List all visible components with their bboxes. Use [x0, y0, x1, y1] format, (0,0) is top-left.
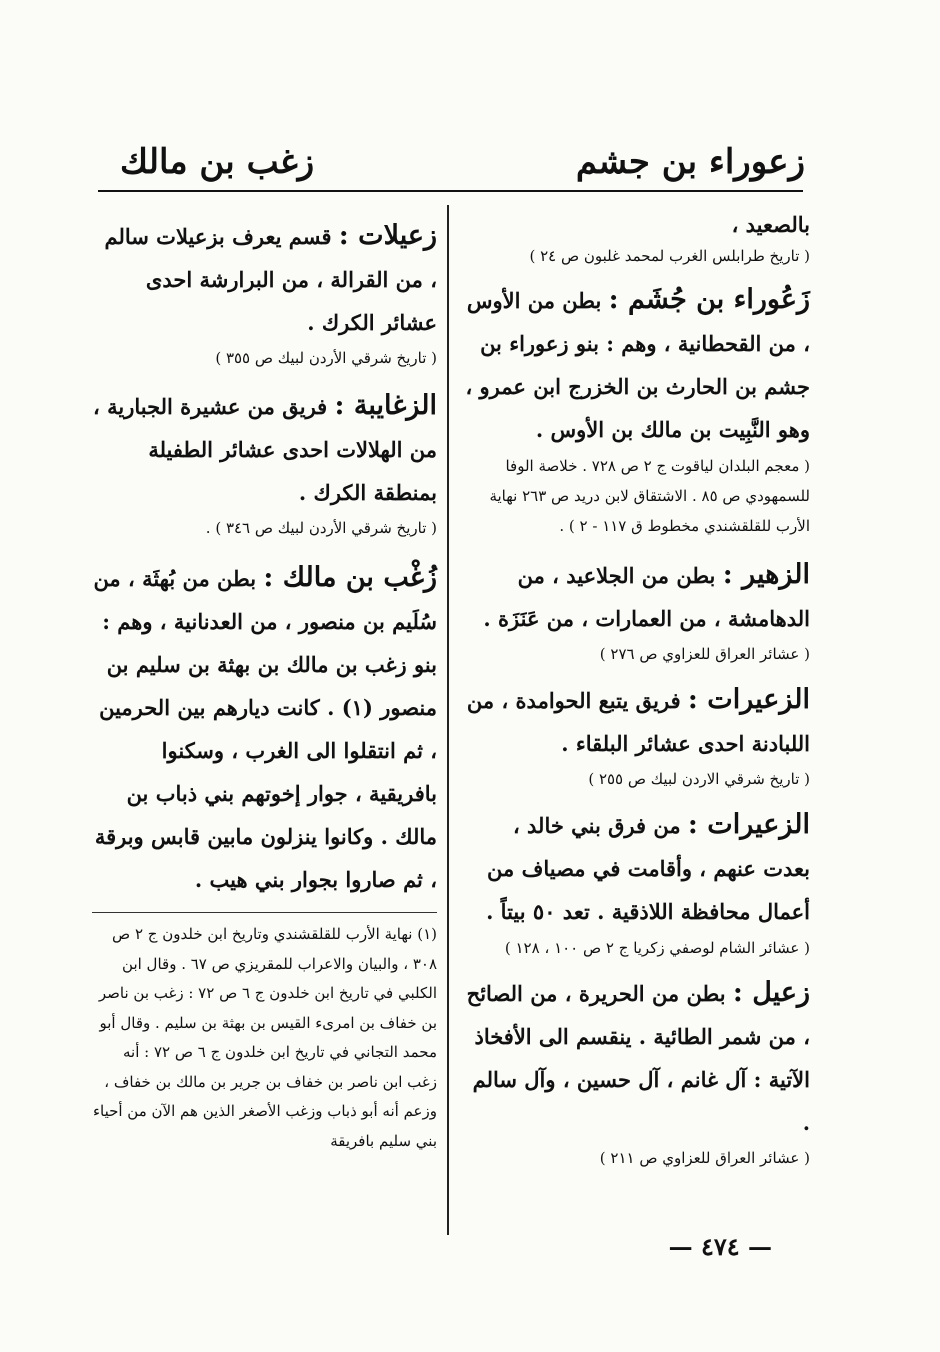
- entry-text: بطن من الحريرة ، من الصائح ، من شمر الطائية . ينقسم الى الأفخاذ الآتية : آل غانم ، آل حسين ، وآل سالم .: [466, 981, 810, 1135]
- entry-text: بطن من الأوس ، من القحطانية ، وهم : بنو زعوراء بن جشم بن الحارث بن الخزرج ابن عمرو ، وهو النَّبِيت بن مالك بن الأوس .: [465, 288, 810, 442]
- entry-text: فريق من عشيرة الجبارية ، من الهلالات احدى عشائر الطفيلة بمنطقة الكرك .: [93, 394, 437, 505]
- entry-reference: ( عشائر العراق للعزاوي ص ٢٧٦ ): [599, 645, 810, 663]
- entry-headword: الزعيرات :: [687, 684, 810, 715]
- entry-text: بالصعيد ،: [731, 212, 810, 237]
- header-rule: [98, 190, 803, 192]
- column-divider: [447, 205, 449, 1235]
- entry-headword: الزهير :: [722, 559, 810, 590]
- entry-text: من فرق بني خالد ، بعدت عنهم ، وأقامت في مصياف من أعمال محافظة اللاذقية . تعد ٥٠ بيتاً .: [486, 813, 810, 924]
- entry-zuhayr: [465, 553, 810, 668]
- entry-body: [465, 553, 810, 640]
- entry-headword: الزعيرات :: [687, 809, 810, 840]
- footnote-text: (١) نهاية الأرب للقلقشندي وتاريخ ابن خلدون ج ٢ ص ٣٠٨ ، والبيان والاعراب للمقريزي ص ٦٧ . وقال ابن الكلبي في تاريخ ابن خلدون ج ٦ ص ٧٢ : زغب بن ناصر بن خفاف بن امرىء القيس بن بهثة بن سليم . وقال أبو محمد التجاني في تاريخ ابن خلدون ج ٦ ص ٧٢ : أنه زغب ابن ناصر بن خفاف بن جرير بن مالك بن خفاف ، وزعم أنه أبو ذباب وزغب الأصغر الذين هم الآن من أحياء بني سليم بافريقة: [92, 925, 437, 1150]
- entry-reference: ( تاريخ شرقي الأردن لبيك ص ٣٥٥ ): [215, 349, 437, 367]
- footnote-rule: [92, 912, 437, 913]
- entry-reference: ( تاريخ طرابلس الغرب لمحمد غلبون ص ٢٤ ): [529, 247, 810, 265]
- entry-zughb: [92, 556, 437, 901]
- entry-body: [465, 803, 810, 933]
- entry-body: [465, 678, 810, 765]
- entry-body: [465, 278, 810, 451]
- right-column: [465, 206, 810, 1172]
- entry-body: [465, 971, 810, 1144]
- running-head-right: زعوراء بن جشم: [575, 142, 805, 182]
- entry-text: قسم يعرف بزعيلات سالم ، من القرالة ، من البرارشة احدى عشائر الكرك .: [104, 224, 437, 335]
- entry-zaghayba: [92, 384, 437, 542]
- entry-text: فريق يتبع الحوامدة ، من اللبادنة احدى عشائر البلقاء .: [466, 688, 810, 756]
- entry-text: بطن من الجلاعيد ، من الدهامشة ، من العمارات ، من عَنَزَة .: [483, 563, 810, 631]
- entry-reference: ( عشائر الشام لوصفي زكريا ج ٢ ص ١٠٠ ، ١٢٨ ): [504, 939, 810, 957]
- entry-continuation: [465, 206, 810, 270]
- entry-headword: زعيل :: [732, 977, 810, 1008]
- entry-headword: زعيلات :: [338, 220, 437, 251]
- entry-reference: ( تاريخ شرقي الاردن لبيك ص ٢٥٥ ): [588, 770, 810, 788]
- entry-zuayl: [465, 971, 810, 1172]
- entry-body: [92, 556, 437, 901]
- page-number-area: [0, 1232, 940, 1272]
- footnote-block: [92, 920, 437, 1156]
- left-column: [92, 206, 437, 901]
- page-number: — ٤٧٤ —: [668, 1232, 772, 1261]
- entry-headword: زُغْب بن مالك :: [263, 562, 437, 593]
- entry-zuayrat-1: [465, 678, 810, 793]
- entry-text: بطن من بُهثَة ، من سُلَيم بن منصور ، من العدنانية ، وهم : بنو زغب بن مالك بن بهثة بن سليم بن منصور (١) . كانت ديارهم بين الحرمين ، ثم انتقلوا الى الغرب ، وسكنوا بافريقية ، جوار إخوتهم بني ذباب بن مالك . وكانوا ينزلون مابين قابس وبرقة ، ثم صاروا بجوار بني هيب .: [93, 566, 437, 892]
- entry-reference: ( تاريخ شرقي الأردن لبيك ص ٣٤٦ ) .: [205, 519, 437, 537]
- entry-headword: زَعُوراء بن جُشَم :: [608, 284, 810, 315]
- entry-body: [92, 214, 437, 344]
- entry-body: [92, 384, 437, 514]
- entry-zuaylat: [92, 214, 437, 372]
- entry-reference: ( معجم البلدان لياقوت ج ٢ ص ٧٢٨ . خلاصة الوفا للسمهودي ص ٨٥ . الاشتقاق لابن دريد ص ٢٦٣ نهاية الأرب للقلقشندي مخطوط ق ١١٧ - ٢ ) .: [489, 457, 810, 535]
- entry-zaawra: [465, 278, 810, 541]
- running-head-left: زغب بن مالك: [120, 142, 315, 182]
- entry-reference: ( عشائر العراق للعزاوي ص ٢١١ ): [599, 1149, 810, 1167]
- entry-zuayrat-2: [465, 803, 810, 963]
- entry-headword: الزغايبة :: [334, 390, 437, 421]
